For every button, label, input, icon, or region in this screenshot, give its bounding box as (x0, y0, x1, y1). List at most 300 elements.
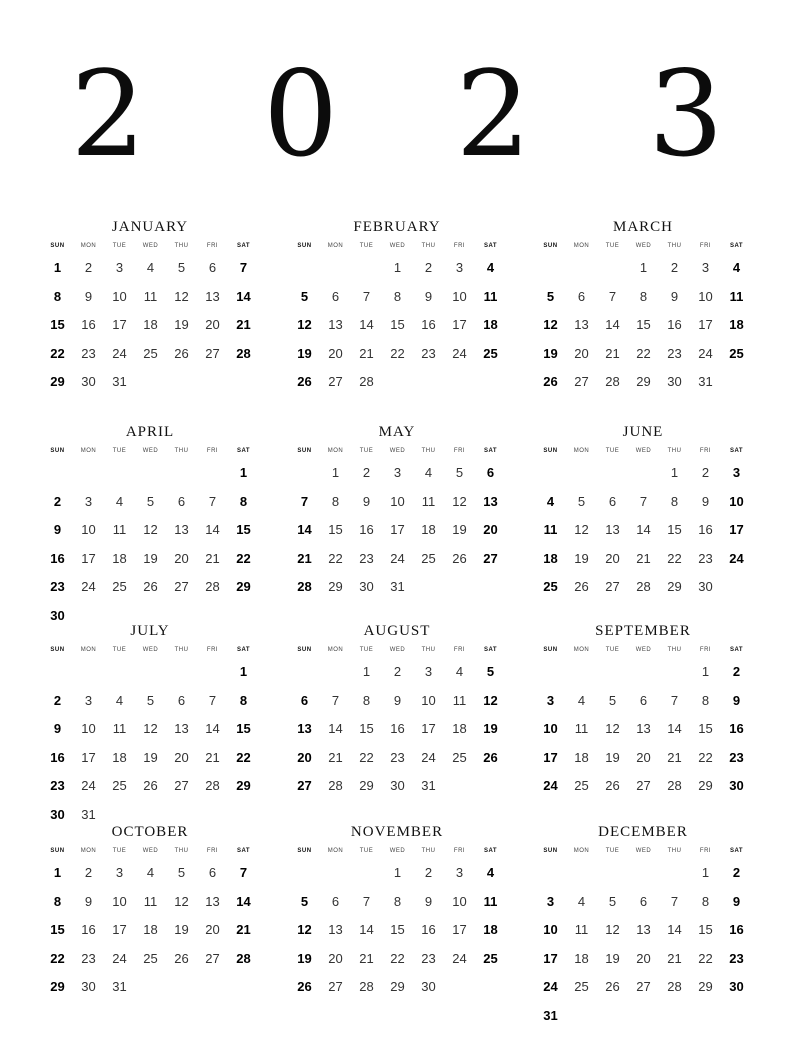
weekday-header (42, 845, 258, 857)
day-cell: 16 (421, 317, 436, 332)
day-cell: 9 (393, 692, 402, 708)
day-cell: 3 (84, 692, 93, 708)
weekday-label: MON (573, 243, 590, 249)
day-cell: 2 (424, 865, 433, 880)
empty-cell (104, 658, 135, 687)
day-cell: 5 (177, 865, 186, 880)
day-cell: 12 (174, 893, 189, 909)
day-cell: 12 (483, 692, 498, 708)
day-cell: 27 (205, 345, 220, 361)
day-cell: 30 (729, 778, 744, 793)
day-cell: 27 (174, 579, 189, 594)
day-cell: 2 (732, 865, 741, 880)
day-cell: 21 (236, 922, 251, 937)
day-cell: 26 (174, 345, 189, 361)
day-cell: 23 (390, 749, 405, 765)
day-cell: 15 (50, 317, 65, 332)
day-cell: 6 (331, 288, 340, 304)
day-cell: 21 (236, 317, 251, 332)
day-cell: 18 (483, 922, 498, 937)
day-cell: 20 (636, 950, 651, 966)
weekday-label: SAT (729, 848, 744, 854)
weekday-label: WED (389, 448, 406, 454)
weekday-label: FRI (206, 647, 219, 653)
day-cell: 15 (236, 522, 251, 537)
weekday-label: FRI (699, 448, 712, 454)
day-cell: 27 (297, 778, 312, 793)
day-cell: 16 (698, 522, 713, 537)
day-cell: 18 (729, 317, 744, 332)
day-cell: 22 (698, 950, 713, 966)
day-cell: 17 (543, 950, 558, 966)
day-cell: 13 (483, 493, 498, 509)
day-cell: 28 (236, 950, 251, 966)
weekday-label: FRI (206, 243, 219, 249)
day-cell: 5 (577, 493, 586, 509)
day-cell: 11 (483, 288, 498, 304)
day-cell: 18 (483, 317, 498, 332)
month-name: OCTOBER (111, 824, 189, 840)
month-november (289, 822, 505, 1002)
weekday-label: MON (80, 448, 97, 454)
day-cell: 18 (112, 550, 127, 566)
day-cell: 13 (174, 721, 189, 736)
day-cell: 24 (421, 749, 436, 765)
day-cell: 19 (543, 345, 558, 361)
day-cell: 17 (729, 522, 744, 537)
day-cell: 15 (236, 721, 251, 736)
day-cell: 23 (50, 778, 65, 793)
day-cell: 22 (236, 550, 251, 566)
day-cell: 20 (205, 922, 220, 937)
day-cell: 26 (574, 579, 589, 594)
empty-cell (166, 658, 197, 687)
day-cell: 1 (331, 465, 340, 480)
day-grid (289, 459, 505, 602)
day-cell: 12 (605, 922, 620, 937)
month-october (42, 822, 258, 1002)
day-cell: 2 (84, 260, 93, 275)
day-cell: 15 (50, 922, 65, 937)
day-cell: 31 (112, 374, 127, 389)
day-cell: 16 (81, 922, 96, 937)
day-cell: 30 (667, 374, 682, 389)
weekday-label: THU (667, 647, 682, 653)
empty-cell (535, 254, 566, 283)
day-cell: 25 (112, 778, 127, 793)
weekday-label: MON (80, 243, 97, 249)
day-cell: 10 (729, 493, 744, 509)
weekday-label: TUE (359, 848, 374, 854)
day-cell: 17 (81, 749, 96, 765)
day-cell: 10 (390, 493, 405, 509)
empty-cell (597, 859, 628, 888)
weekday-label: THU (174, 848, 189, 854)
weekday-label: FRI (453, 848, 466, 854)
day-cell: 11 (452, 692, 467, 708)
day-cell: 23 (667, 345, 682, 361)
day-cell: 13 (205, 288, 220, 304)
weekday-label: MON (80, 848, 97, 854)
day-cell: 9 (84, 288, 93, 304)
day-cell: 29 (359, 778, 374, 793)
day-cell: 18 (543, 550, 558, 566)
day-cell: 5 (608, 893, 617, 909)
weekday-label: TUE (605, 448, 620, 454)
empty-cell (73, 658, 104, 687)
day-cell: 15 (698, 721, 713, 736)
day-grid (42, 459, 258, 630)
day-cell: 28 (636, 579, 651, 594)
weekday-label: MON (573, 848, 590, 854)
day-cell: 25 (574, 979, 589, 994)
day-cell: 1 (701, 664, 710, 679)
day-cell: 9 (53, 721, 62, 736)
day-cell: 15 (667, 522, 682, 537)
day-cell: 12 (452, 493, 467, 509)
day-cell: 11 (574, 721, 589, 736)
day-cell: 13 (328, 922, 343, 937)
weekday-label: FRI (206, 848, 219, 854)
month-september (535, 621, 751, 801)
day-cell: 10 (421, 692, 436, 708)
day-cell: 5 (455, 465, 464, 480)
day-cell: 8 (239, 493, 248, 509)
day-cell: 27 (605, 579, 620, 594)
weekday-label: MON (80, 647, 97, 653)
weekday-label: SUN (297, 647, 312, 653)
day-cell: 12 (297, 317, 312, 332)
day-cell: 15 (359, 721, 374, 736)
weekday-label: FRI (699, 243, 712, 249)
weekday-label: SAT (729, 243, 744, 249)
day-cell: 21 (667, 749, 682, 765)
weekday-label: THU (174, 647, 189, 653)
day-cell: 4 (115, 692, 124, 708)
day-cell: 26 (483, 749, 498, 765)
empty-cell (351, 859, 382, 888)
weekday-label: WED (635, 848, 652, 854)
day-cell: 5 (300, 288, 309, 304)
empty-cell (659, 658, 690, 687)
day-cell: 19 (143, 749, 158, 765)
day-cell: 17 (390, 522, 405, 537)
day-cell: 17 (112, 922, 127, 937)
day-cell: 10 (112, 288, 127, 304)
day-cell: 1 (239, 664, 248, 679)
day-cell: 26 (452, 550, 467, 566)
month-march (535, 217, 751, 397)
day-cell: 29 (390, 979, 405, 994)
weekday-header (535, 644, 751, 656)
day-cell: 9 (732, 893, 741, 909)
day-cell: 1 (53, 260, 62, 275)
day-cell: 15 (636, 317, 651, 332)
day-cell: 11 (574, 922, 589, 937)
day-cell: 20 (297, 749, 312, 765)
day-cell: 28 (236, 345, 251, 361)
day-cell: 19 (143, 550, 158, 566)
month-february (289, 217, 505, 397)
empty-cell (289, 859, 320, 888)
day-cell: 9 (701, 493, 710, 509)
day-cell: 10 (452, 288, 467, 304)
day-cell: 4 (577, 692, 586, 708)
day-cell: 30 (81, 979, 96, 994)
day-cell: 15 (698, 922, 713, 937)
day-cell: 7 (362, 288, 371, 304)
day-cell: 26 (605, 778, 620, 793)
weekday-label: FRI (453, 243, 466, 249)
day-cell: 10 (81, 721, 96, 736)
day-cell: 20 (574, 345, 589, 361)
weekday-label: SUN (297, 448, 312, 454)
month-august (289, 621, 505, 801)
empty-cell (197, 459, 228, 488)
empty-cell (628, 658, 659, 687)
day-cell: 18 (574, 950, 589, 966)
day-cell: 22 (50, 345, 65, 361)
weekday-label: WED (635, 243, 652, 249)
day-cell: 10 (81, 522, 96, 537)
day-cell: 24 (452, 345, 467, 361)
empty-cell (566, 254, 597, 283)
day-cell: 19 (297, 950, 312, 966)
day-cell: 1 (362, 664, 371, 679)
day-cell: 3 (115, 260, 124, 275)
empty-cell (535, 459, 566, 488)
day-cell: 12 (143, 721, 158, 736)
day-cell: 26 (543, 374, 558, 389)
day-cell: 20 (605, 550, 620, 566)
day-cell: 27 (574, 374, 589, 389)
weekday-label: WED (142, 448, 159, 454)
day-cell: 22 (390, 950, 405, 966)
month-name: APRIL (125, 424, 175, 440)
day-cell: 13 (174, 522, 189, 537)
month-january (42, 217, 258, 397)
empty-cell (535, 859, 566, 888)
day-grid (289, 254, 505, 397)
day-cell: 25 (112, 579, 127, 594)
month-name: MAY (378, 424, 416, 440)
day-grid (42, 254, 258, 397)
day-cell: 21 (605, 345, 620, 361)
month-december (535, 822, 751, 1030)
day-cell: 4 (486, 865, 495, 880)
weekday-label: TUE (112, 848, 127, 854)
day-cell: 2 (670, 260, 679, 275)
day-cell: 3 (424, 664, 433, 679)
empty-cell (320, 859, 351, 888)
day-cell: 25 (483, 345, 498, 361)
day-cell: 26 (605, 979, 620, 994)
day-grid (535, 658, 751, 801)
day-cell: 8 (239, 692, 248, 708)
day-cell: 29 (698, 979, 713, 994)
weekday-header (289, 445, 505, 457)
day-cell: 7 (300, 493, 309, 509)
day-cell: 26 (297, 374, 312, 389)
day-cell: 12 (543, 317, 558, 332)
day-cell: 21 (359, 950, 374, 966)
day-cell: 15 (390, 922, 405, 937)
day-cell: 4 (546, 493, 555, 509)
day-cell: 6 (208, 865, 217, 880)
empty-cell (597, 254, 628, 283)
empty-cell (197, 658, 228, 687)
weekday-label: SUN (543, 647, 558, 653)
day-cell: 31 (81, 806, 96, 822)
month-name: JULY (130, 623, 170, 639)
day-cell: 23 (729, 749, 744, 765)
weekday-label: MON (327, 448, 344, 454)
day-cell: 23 (698, 550, 713, 566)
weekday-label: SUN (50, 243, 65, 249)
day-cell: 1 (701, 865, 710, 880)
day-cell: 26 (143, 579, 158, 594)
weekday-label: SAT (236, 647, 251, 653)
weekday-label: TUE (359, 647, 374, 653)
day-cell: 13 (328, 317, 343, 332)
day-cell: 22 (50, 950, 65, 966)
empty-cell (289, 254, 320, 283)
weekday-label: FRI (206, 448, 219, 454)
day-cell: 1 (670, 465, 679, 480)
day-cell: 8 (393, 893, 402, 909)
day-cell: 6 (177, 692, 186, 708)
day-cell: 18 (143, 317, 158, 332)
day-cell: 8 (639, 288, 648, 304)
day-cell: 8 (701, 893, 710, 909)
day-grid (42, 859, 258, 1002)
weekday-label: MON (573, 647, 590, 653)
day-cell: 17 (543, 749, 558, 765)
day-cell: 16 (390, 721, 405, 736)
day-cell: 18 (421, 522, 436, 537)
day-cell: 16 (729, 721, 744, 736)
day-cell: 12 (574, 522, 589, 537)
day-cell: 23 (421, 345, 436, 361)
day-cell: 21 (205, 749, 220, 765)
day-cell: 10 (543, 721, 558, 736)
day-cell: 16 (667, 317, 682, 332)
day-cell: 24 (112, 950, 127, 966)
month-april (42, 422, 258, 630)
day-cell: 3 (393, 465, 402, 480)
day-cell: 14 (667, 721, 682, 736)
day-cell: 30 (81, 374, 96, 389)
day-grid (289, 658, 505, 801)
weekday-label: THU (667, 848, 682, 854)
month-name: SEPTEMBER (595, 623, 691, 639)
day-cell: 2 (53, 692, 62, 708)
day-cell: 22 (636, 345, 651, 361)
empty-cell (597, 459, 628, 488)
day-cell: 15 (390, 317, 405, 332)
weekday-label: FRI (699, 848, 712, 854)
empty-cell (597, 658, 628, 687)
day-cell: 9 (84, 893, 93, 909)
month-name: DECEMBER (598, 824, 688, 840)
weekday-label: SUN (543, 243, 558, 249)
day-cell: 19 (297, 345, 312, 361)
day-cell: 7 (239, 260, 248, 275)
day-cell: 14 (297, 522, 312, 537)
weekday-header (289, 845, 505, 857)
empty-cell (628, 859, 659, 888)
month-july (42, 621, 258, 829)
weekday-label: MON (327, 647, 344, 653)
day-cell: 9 (53, 522, 62, 537)
day-cell: 27 (636, 979, 651, 994)
weekday-label: THU (174, 448, 189, 454)
day-cell: 27 (205, 950, 220, 966)
day-cell: 12 (297, 922, 312, 937)
day-cell: 24 (452, 950, 467, 966)
day-cell: 5 (146, 493, 155, 509)
day-cell: 24 (543, 979, 558, 994)
day-cell: 4 (146, 865, 155, 880)
day-cell: 16 (421, 922, 436, 937)
weekday-label: TUE (112, 448, 127, 454)
day-cell: 30 (359, 579, 374, 594)
day-cell: 23 (421, 950, 436, 966)
day-cell: 1 (639, 260, 648, 275)
day-cell: 31 (390, 579, 405, 594)
day-cell: 3 (732, 465, 741, 480)
day-cell: 2 (84, 865, 93, 880)
day-cell: 22 (667, 550, 682, 566)
day-cell: 22 (359, 749, 374, 765)
day-cell: 30 (390, 778, 405, 793)
day-cell: 6 (208, 260, 217, 275)
day-cell: 7 (208, 692, 217, 708)
weekday-label: SUN (50, 647, 65, 653)
day-grid (42, 658, 258, 829)
day-cell: 27 (328, 979, 343, 994)
day-cell: 14 (205, 522, 220, 537)
empty-cell (135, 658, 166, 687)
day-cell: 3 (84, 493, 93, 509)
weekday-label: WED (635, 647, 652, 653)
day-cell: 13 (205, 893, 220, 909)
day-cell: 4 (146, 260, 155, 275)
day-cell: 20 (328, 950, 343, 966)
day-cell: 30 (698, 579, 713, 594)
day-cell: 22 (698, 749, 713, 765)
day-cell: 2 (732, 664, 741, 679)
day-cell: 25 (421, 550, 436, 566)
day-cell: 14 (359, 922, 374, 937)
day-cell: 2 (393, 664, 402, 679)
day-cell: 25 (452, 749, 467, 765)
weekday-label: FRI (453, 448, 466, 454)
day-cell: 5 (146, 692, 155, 708)
day-cell: 6 (608, 493, 617, 509)
day-cell: 11 (421, 493, 436, 509)
day-cell: 6 (639, 692, 648, 708)
day-cell: 29 (636, 374, 651, 389)
weekday-label: SAT (729, 647, 744, 653)
day-cell: 25 (543, 579, 558, 594)
day-cell: 29 (236, 579, 251, 594)
day-cell: 3 (546, 692, 555, 708)
empty-cell (320, 658, 351, 687)
day-cell: 23 (359, 550, 374, 566)
month-june (535, 422, 751, 602)
day-cell: 26 (174, 950, 189, 966)
